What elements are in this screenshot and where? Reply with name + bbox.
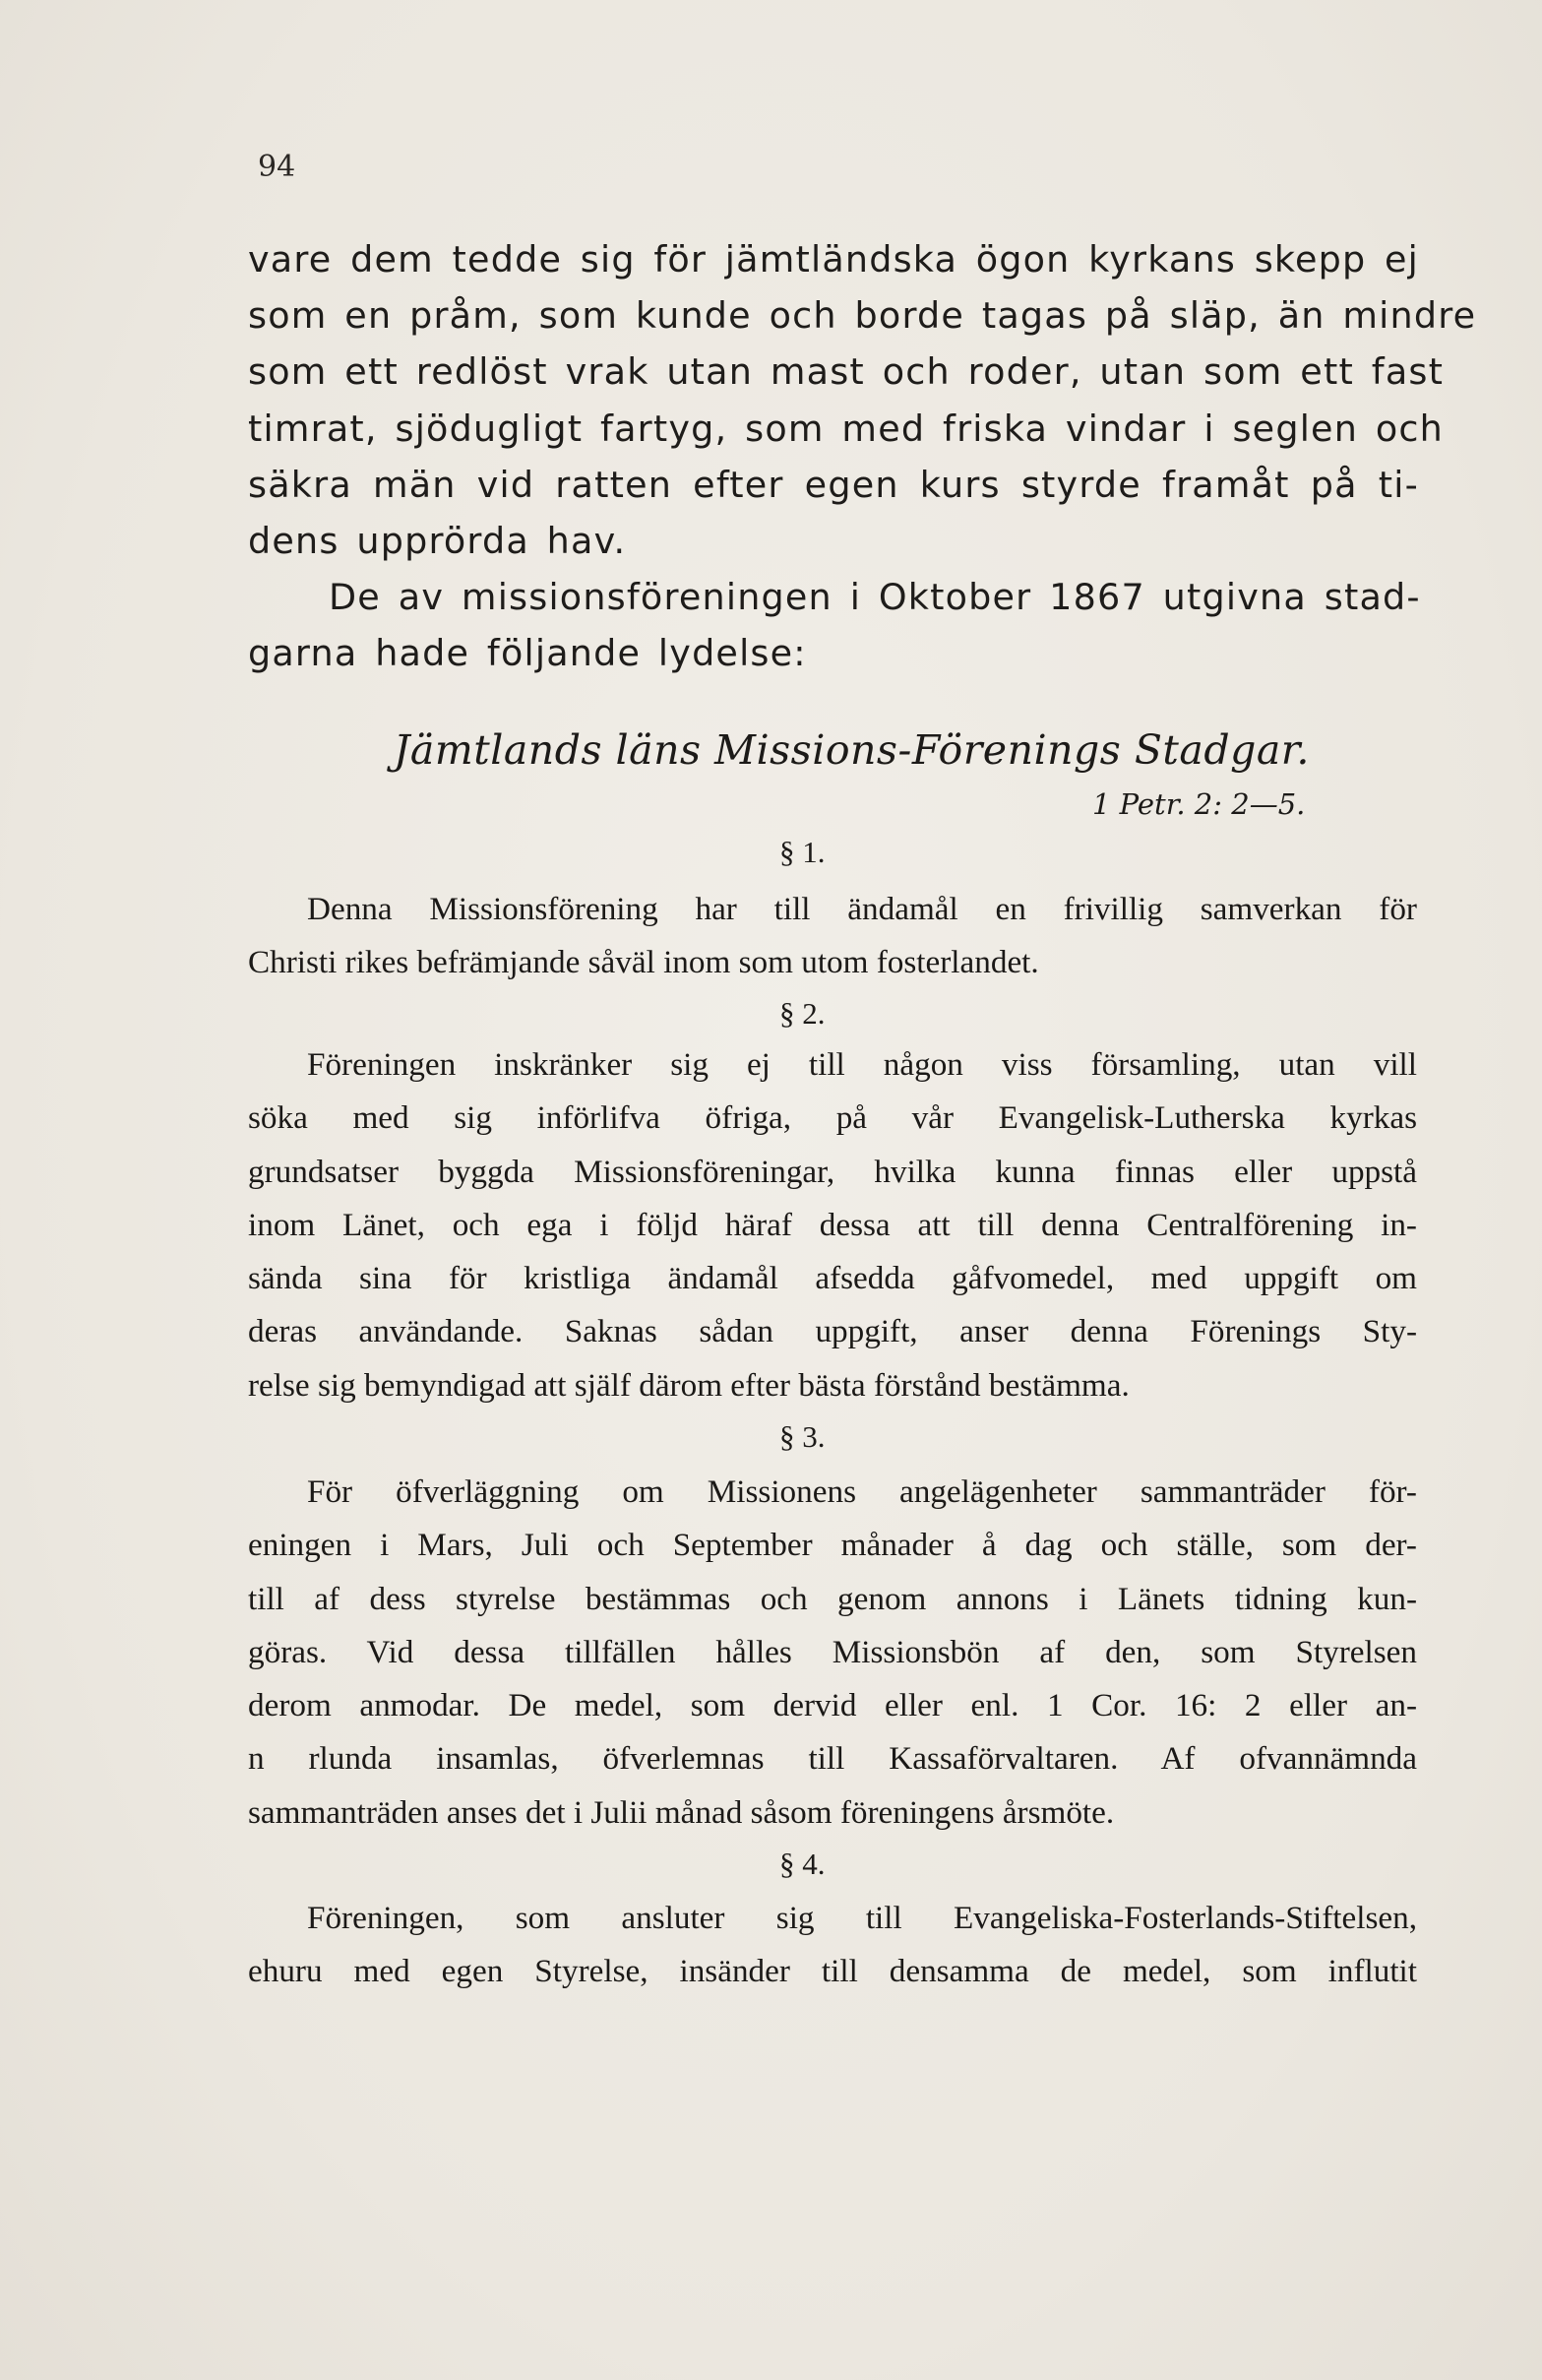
text-line: säkra män vid ratten efter egen kurs styrde framåt på ti- [248,463,1419,506]
text-line: Denna Missionsförening har till ändamål en frivillig samverkan för [307,891,1417,927]
text-line: sammanträden anses det i Julii månad såsom föreningens årsmöte. [248,1793,1115,1831]
text-line: timrat, sjödugligt fartyg, som med friska vindar i seglen och [248,407,1444,450]
text-line: sända sina för kristliga ändamål afsedda gåfvomedel, med uppgift om [248,1260,1417,1297]
text-line: grundsatser byggda Missionsföreningar, hvilka kunna finnas eller uppstå [248,1153,1417,1190]
text-line: n rlunda insamlas, öfverlemnas till Kassaförvaltaren. Af ofvannämnda [248,1740,1417,1778]
text-line: som en pråm, som kunde och borde tagas på släp, än mindre [248,294,1477,338]
section-mark: § 3. [779,1419,826,1454]
page-number: 94 [258,150,296,184]
bible-citation: 1 Petr. 2: 2—5. [1092,787,1306,821]
section-mark: § 2. [779,996,826,1031]
text-line: söka med sig införlifva öfriga, på vår Evangelisk-Lutherska kyrkas [248,1099,1417,1137]
text-line: De av missionsföreningen i Oktober 1867 utgivna stad- [329,576,1421,619]
text-line: vare dem tedde sig för jämtländska ögon kyrkans skepp ej [248,238,1419,281]
section-4-text [248,1892,1417,1999]
section-mark: § 4. [779,1847,826,1881]
text-line: Föreningen, som ansluter sig till Evangeliska-Fosterlands-Stiftelsen, [307,1900,1417,1936]
text-line: ehuru med egen Styrelse, insänder till densamma de medel, som influtit [248,1953,1417,1990]
text-line: som ett redlöst vrak utan mast och roder, utan som ett fast [248,350,1445,394]
text-line: derom anmodar. De medel, som dervid eller enl. 1 Cor. 16: 2 eller an- [248,1687,1417,1724]
text-line: För öfverläggning om Missionens angelägenheter sammanträder för- [307,1473,1417,1510]
text-line: dens upprörda hav. [248,520,627,563]
intro-text [248,231,1477,682]
text-line: relse sig bemyndigad att själf därom efter bästa förstånd bestämma. [248,1366,1130,1404]
text-line: till af dess styrelse bestämmas och genom annons i Länets tidning kun- [248,1580,1417,1617]
text-line: Christi rikes befrämjande såväl inom som utom fosterlandet. [248,944,1039,981]
text-line: göras. Vid dessa tillfällen hålles Missionsbön af den, som Styrelsen [248,1633,1417,1670]
section-1-text [248,883,1417,990]
text-line: eningen i Mars, Juli och September månader å dag och ställe, som der- [248,1527,1417,1564]
text-line: Föreningen inskränker sig ej till någon viss församling, utan vill [307,1046,1417,1083]
section-mark: § 1. [779,835,826,869]
statute-title: Jämtlands läns Missions-Förenings Stadgar. [394,726,1310,774]
text-line: garna hade följande lydelse: [248,632,807,675]
section-3-text [248,1466,1417,1840]
section-2-text [248,1038,1417,1412]
text-line: deras användande. Saknas sådan uppgift, anser denna Förenings Sty- [248,1313,1417,1350]
text-line: inom Länet, och ega i följd häraf dessa att till denna Centralförening in- [248,1206,1417,1243]
